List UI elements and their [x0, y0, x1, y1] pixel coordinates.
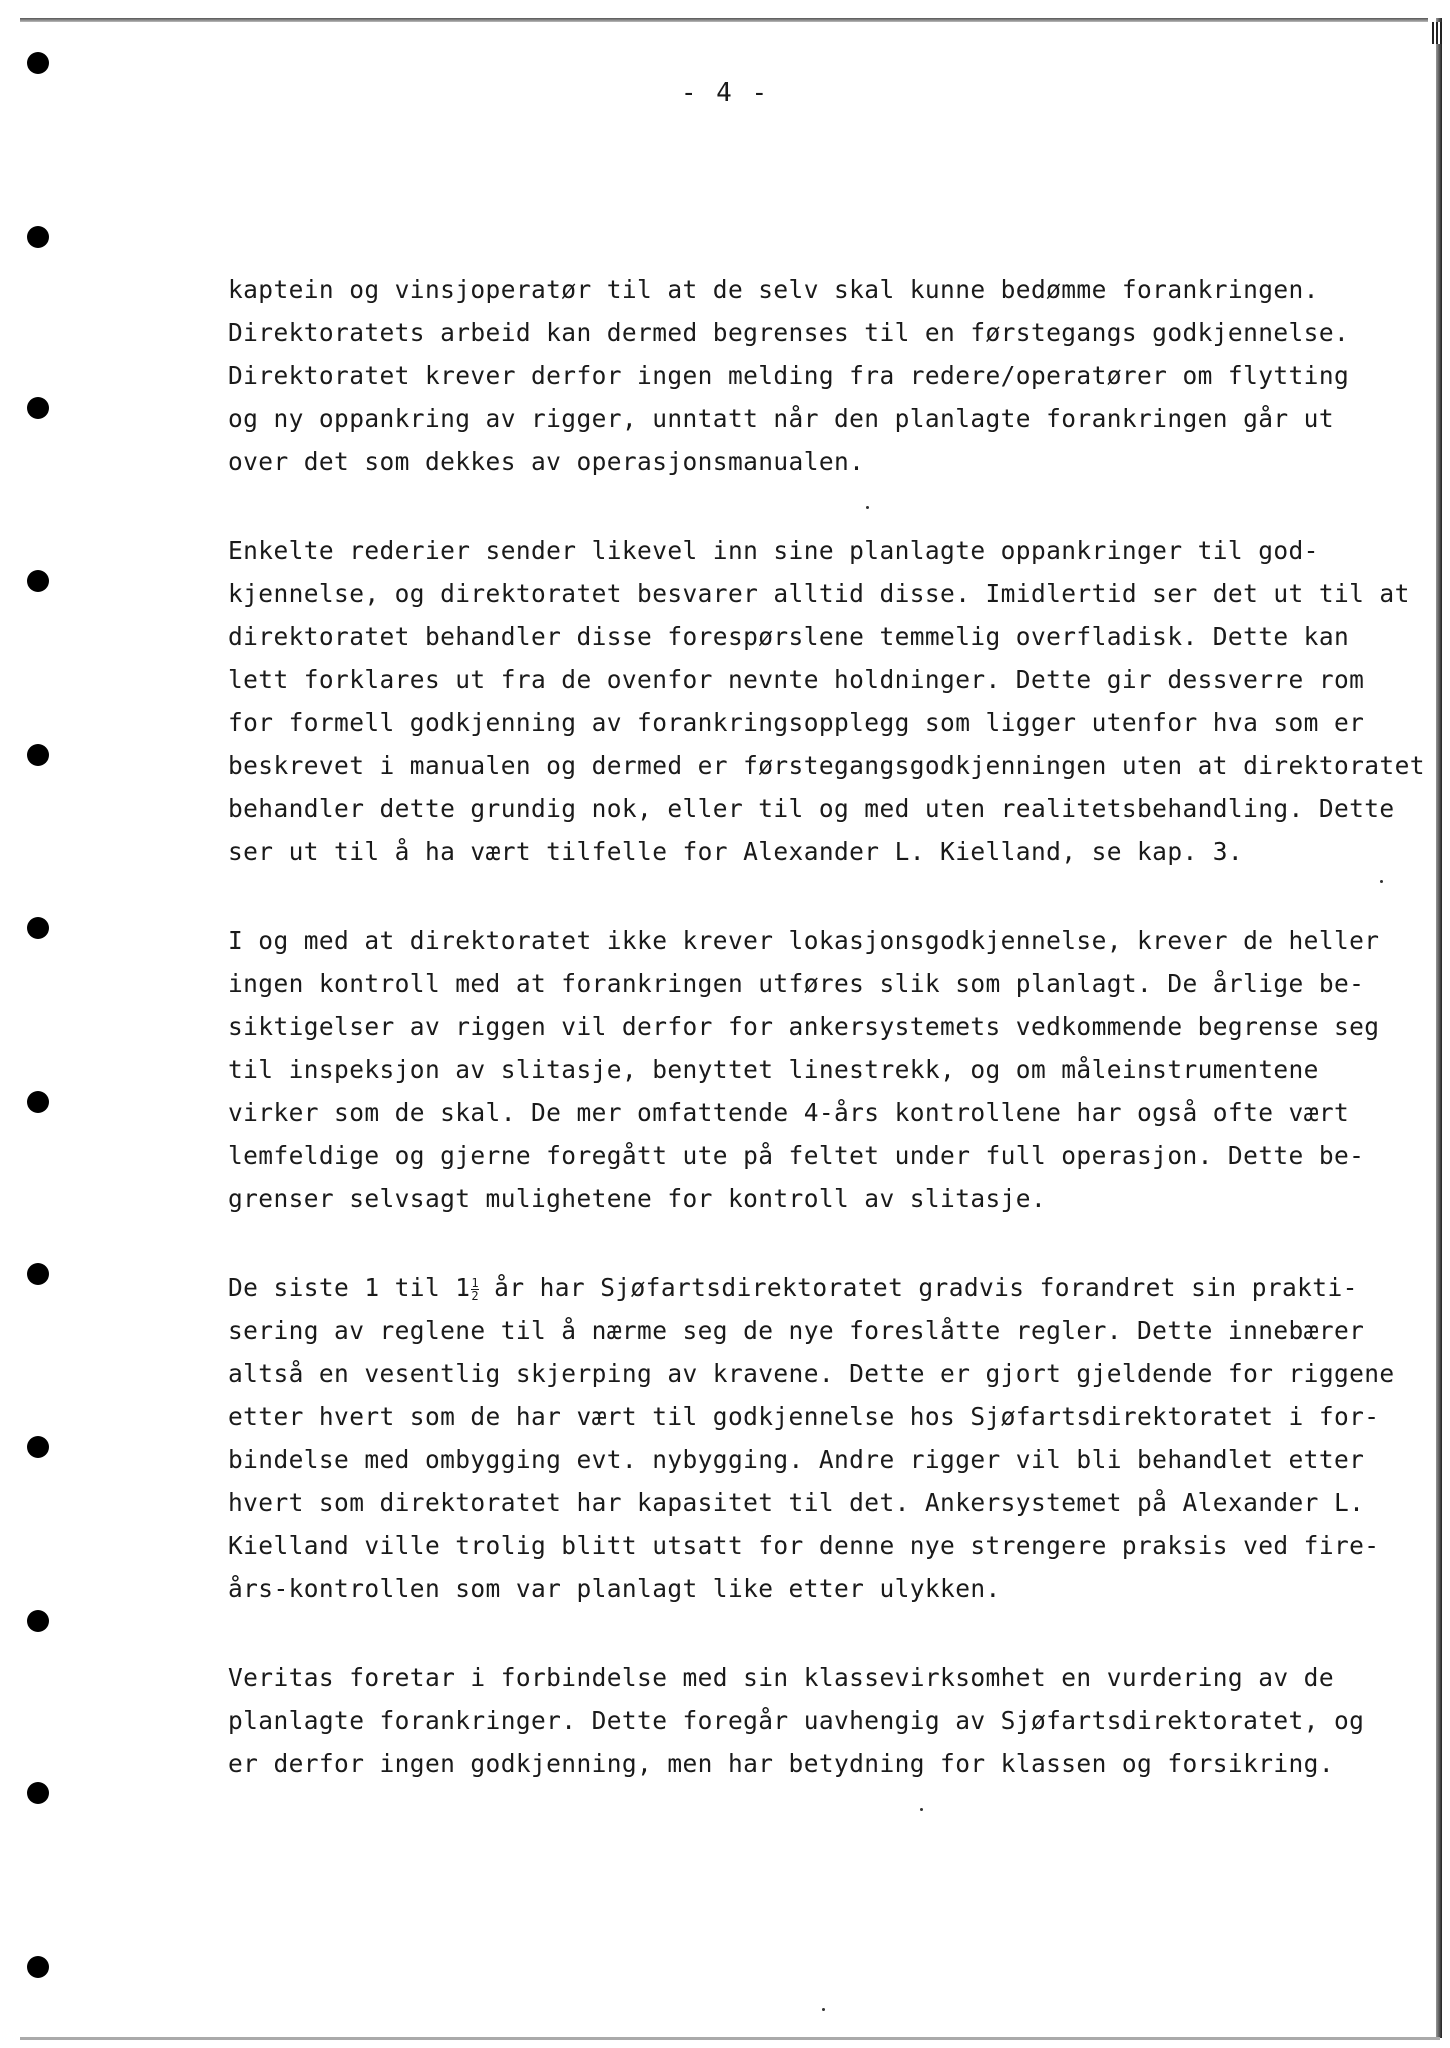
text-line: og ny oppankring av rigger, unntatt når den planlagte forankringen går ut [228, 404, 1334, 433]
paragraph-4 [228, 1266, 1395, 1610]
text-line: til inspeksjon av slitasje, benyttet linestrekk, og om måleinstrumentene [228, 1055, 1319, 1084]
text-line: planlagte forankringer. Dette foregår uavhengig av Sjøfartsdirektoratet, og [228, 1706, 1365, 1735]
text-line: Veritas foretar i forbindelse med sin klassevirksomhet en vurdering av de [228, 1663, 1334, 1692]
text-line: direktoratet behandler disse forespørslene temmelig overfladisk. Dette kan [228, 622, 1350, 651]
text-line: kaptein og vinsjoperatør til at de selv skal kunne bedømme forankringen. [228, 275, 1319, 304]
text-line: Direktoratets arbeid kan dermed begrenses til en førstegangs godkjennelse. [228, 318, 1350, 347]
text-line: siktigelser av riggen vil derfor for ankersystemets vedkommende begrense seg [228, 1012, 1380, 1041]
paragraph-2 [228, 529, 1425, 873]
punch-hole-icon [27, 1956, 49, 1978]
page-number: - 4 - [680, 78, 770, 108]
text-line [228, 1266, 1388, 1309]
punch-hole-icon [27, 917, 49, 939]
text-line: lett forklares ut fra de ovenfor nevnte holdninger. Dette gir dessverre rom [228, 665, 1365, 694]
scan-speck [822, 2008, 825, 2011]
scan-border-bottom [20, 2037, 1440, 2040]
text-line: sering av reglene til å nærme seg de nye foreslåtte regler. Dette innebærer [228, 1316, 1365, 1345]
fraction-denominator: 2 [471, 1288, 480, 1303]
text-line-end: år har Sjøfartsdirektoratet gradvis forandret sin prakti- [479, 1273, 1358, 1302]
punch-hole-icon [27, 1091, 49, 1113]
punch-hole-icon [27, 397, 49, 419]
text-line: Enkelte rederier sender likevel inn sine planlagte oppankringer til god- [228, 536, 1319, 565]
text-line-start: De siste 1 til 1 [228, 1273, 471, 1302]
text-line: altså en vesentlig skjerping av kravene. Dette er gjort gjeldende for riggene [228, 1359, 1395, 1388]
scan-border-top [20, 18, 1428, 22]
punch-hole-icon [27, 226, 49, 248]
text-line: ser ut til å ha vært tilfelle for Alexander L. Kielland, se kap. 3. [228, 837, 1244, 866]
paragraph-1 [228, 268, 1388, 483]
scan-border-right [1436, 18, 1442, 2038]
text-line: hvert som direktoratet har kapasitet til det. Ankersystemet på Alexander L. [228, 1488, 1365, 1517]
text-line: ingen kontroll med at forankringen utføres slik som planlagt. De årlige be- [228, 969, 1365, 998]
paragraph-5 [228, 1656, 1388, 1785]
text-line: virker som de skal. De mer omfattende 4-års kontrollene har også ofte vært [228, 1098, 1350, 1127]
fraction-numerator: 1 [471, 1275, 480, 1290]
punch-hole-icon [27, 744, 49, 766]
text-line: kjennelse, og direktoratet besvarer alltid disse. Imidlertid ser det ut til at [228, 579, 1410, 608]
text-line: bindelse med ombygging evt. nybygging. Andre rigger vil bli behandlet etter [228, 1445, 1365, 1474]
punch-hole-icon [27, 1263, 49, 1285]
text-line: Kielland ville trolig blitt utsatt for denne nye strengere praksis ved fire- [228, 1531, 1380, 1560]
text-line: I og med at direktoratet ikke krever lokasjonsgodkjennelse, krever de heller [228, 926, 1380, 955]
text-line: over det som dekkes av operasjonsmanualen. [228, 447, 865, 476]
punch-hole-icon [27, 1610, 49, 1632]
text-line: for formell godkjenning av forankringsopplegg som ligger utenfor hva som er [228, 708, 1365, 737]
document-body [228, 268, 1425, 1831]
punch-hole-icon [27, 570, 49, 592]
text-line: behandler dette grundig nok, eller til og med uten realitetsbehandling. Dette [228, 794, 1395, 823]
punch-hole-icon [27, 52, 49, 74]
text-line: grenser selvsagt mulighetene for kontroll av slitasje. [228, 1184, 1047, 1213]
text-line: Direktoratet krever derfor ingen melding fra redere/operatører om flytting [228, 361, 1350, 390]
text-line: etter hvert som de har vært til godkjennelse hos Sjøfartsdirektoratet i for- [228, 1402, 1380, 1431]
text-line: års-kontrollen som var planlagt like etter ulykken. [228, 1574, 1001, 1603]
scan-corner-mark [1432, 22, 1444, 44]
fraction-half [471, 1277, 479, 1302]
text-line: er derfor ingen godkjenning, men har betydning for klassen og forsikring. [228, 1749, 1334, 1778]
punch-hole-icon [27, 1782, 49, 1804]
text-line: lemfeldige og gjerne foregått ute på feltet under full operasjon. Dette be- [228, 1141, 1365, 1170]
paragraph-3 [228, 919, 1388, 1220]
punch-hole-icon [27, 1436, 49, 1458]
text-line: beskrevet i manualen og dermed er førstegangsgodkjenningen uten at direktoratet [228, 751, 1425, 780]
